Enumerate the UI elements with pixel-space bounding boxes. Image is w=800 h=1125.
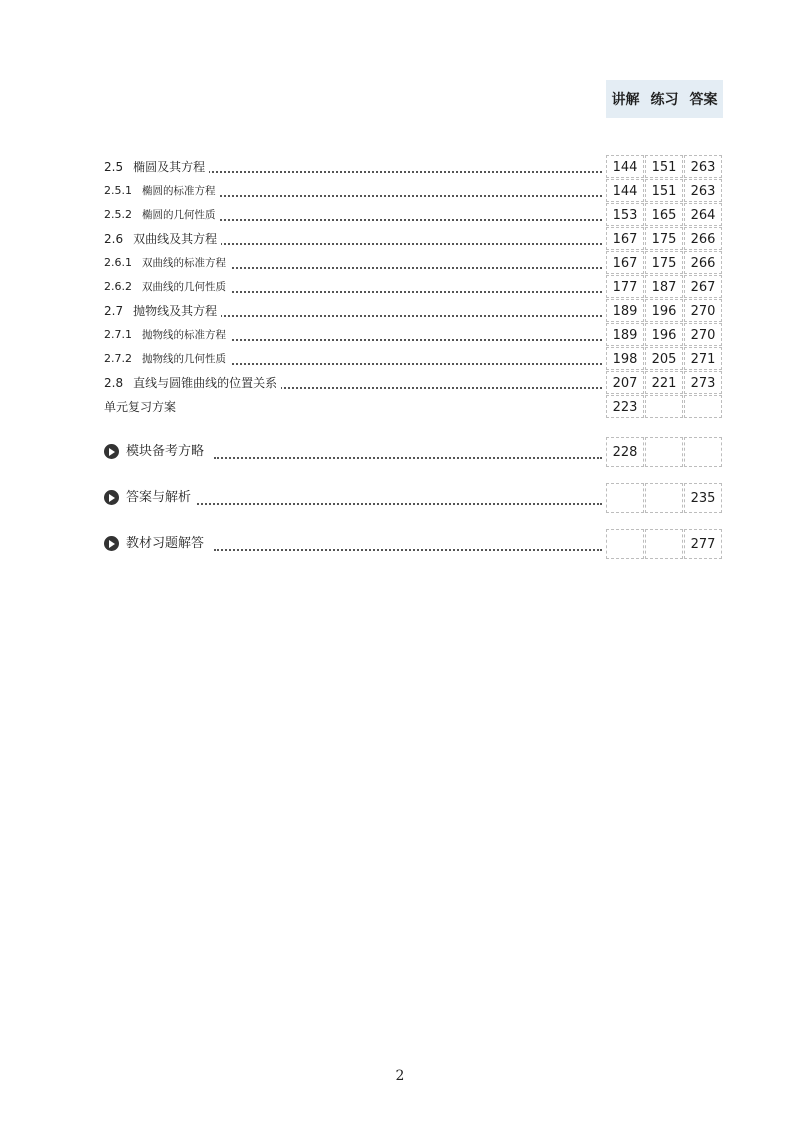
section-title: 直线与圆锥曲线的位置关系 xyxy=(133,376,278,390)
page-answer: 263 xyxy=(684,155,722,178)
toc-row[interactable] xyxy=(104,395,722,419)
dot-leader xyxy=(214,457,602,459)
section-number: 2.6.2 xyxy=(104,280,132,293)
toc-module-row[interactable] xyxy=(104,437,722,467)
toc-row[interactable] xyxy=(104,251,722,275)
column-header-practice: 练习 xyxy=(650,92,679,108)
page-answer: 263 xyxy=(684,179,722,202)
toc-row[interactable] xyxy=(104,275,722,299)
play-arrow-icon xyxy=(104,490,119,505)
column-header xyxy=(606,80,723,118)
page-practice: 205 xyxy=(645,347,683,370)
section-number: 2.5.2 xyxy=(104,208,132,221)
play-arrow-icon xyxy=(104,444,119,459)
section-title: 双曲线的标准方程 xyxy=(142,257,226,269)
toc-row[interactable] xyxy=(104,179,722,203)
section-number: 2.5 xyxy=(104,160,124,174)
module-title: 模块备考方略 xyxy=(126,444,205,459)
section-number: 2.8 xyxy=(104,376,124,390)
section-number: 2.6 xyxy=(104,232,124,246)
section-number: 2.5.1 xyxy=(104,184,132,197)
page-practice: 196 xyxy=(645,299,683,322)
toc-module-row[interactable] xyxy=(104,483,722,513)
page-lecture: 189 xyxy=(606,323,644,346)
page-lecture: 167 xyxy=(606,251,644,274)
page-answer: 264 xyxy=(684,203,722,226)
page-answer: 235 xyxy=(684,483,722,513)
page-lecture: 207 xyxy=(606,371,644,394)
section-title: 椭圆的几何性质 xyxy=(142,209,216,221)
toc-row[interactable] xyxy=(104,227,722,251)
toc-row[interactable] xyxy=(104,203,722,227)
toc-module-row[interactable] xyxy=(104,529,722,559)
page-answer: 273 xyxy=(684,371,722,394)
toc-row[interactable] xyxy=(104,323,722,347)
page-practice: 175 xyxy=(645,251,683,274)
page-practice xyxy=(645,437,683,467)
page-practice: 165 xyxy=(645,203,683,226)
page-number: 2 xyxy=(395,1068,405,1084)
page-practice: 221 xyxy=(645,371,683,394)
toc-row[interactable] xyxy=(104,299,722,323)
section-number: 2.7.1 xyxy=(104,328,132,341)
page-practice xyxy=(645,483,683,513)
section-title: 抛物线及其方程 xyxy=(133,304,218,318)
toc-row[interactable] xyxy=(104,347,722,371)
page-answer: 271 xyxy=(684,347,722,370)
page-lecture: 228 xyxy=(606,437,644,467)
page-lecture: 189 xyxy=(606,299,644,322)
page-practice: 151 xyxy=(645,179,683,202)
page-practice: 196 xyxy=(645,323,683,346)
page-lecture: 167 xyxy=(606,227,644,250)
page-practice xyxy=(645,529,683,559)
page-practice: 187 xyxy=(645,275,683,298)
page-lecture: 153 xyxy=(606,203,644,226)
section-number: 2.7.2 xyxy=(104,352,132,365)
column-header-answer: 答案 xyxy=(689,92,718,108)
page-lecture xyxy=(606,529,644,559)
toc-row[interactable] xyxy=(104,371,722,395)
page-lecture: 144 xyxy=(606,155,644,178)
page-answer: 267 xyxy=(684,275,722,298)
page-lecture: 177 xyxy=(606,275,644,298)
page-answer xyxy=(684,395,722,418)
section-title: 双曲线及其方程 xyxy=(133,232,218,246)
page-practice: 151 xyxy=(645,155,683,178)
section-title: 抛物线的几何性质 xyxy=(142,353,226,365)
section-number: 2.6.1 xyxy=(104,256,132,269)
page-answer xyxy=(684,437,722,467)
page-answer: 277 xyxy=(684,529,722,559)
section-title: 单元复习方案 xyxy=(104,400,177,414)
page-practice xyxy=(645,395,683,418)
page-answer: 266 xyxy=(684,251,722,274)
page-lecture: 198 xyxy=(606,347,644,370)
section-title: 椭圆及其方程 xyxy=(133,160,206,174)
section-title: 抛物线的标准方程 xyxy=(142,329,226,341)
page-practice: 175 xyxy=(645,227,683,250)
page-answer: 270 xyxy=(684,299,722,322)
column-header-lecture: 讲解 xyxy=(611,92,640,108)
page-lecture: 223 xyxy=(606,395,644,418)
dot-leader xyxy=(214,549,602,551)
module-title: 答案与解析 xyxy=(126,490,192,505)
section-number: 2.7 xyxy=(104,304,124,318)
section-title: 椭圆的标准方程 xyxy=(142,185,216,197)
page-answer: 266 xyxy=(684,227,722,250)
page-lecture: 144 xyxy=(606,179,644,202)
play-arrow-icon xyxy=(104,536,119,551)
toc-row[interactable] xyxy=(104,155,722,179)
page-lecture xyxy=(606,483,644,513)
section-title: 双曲线的几何性质 xyxy=(142,281,226,293)
dot-leader xyxy=(190,503,602,505)
module-title: 教材习题解答 xyxy=(126,536,205,551)
page-answer: 270 xyxy=(684,323,722,346)
